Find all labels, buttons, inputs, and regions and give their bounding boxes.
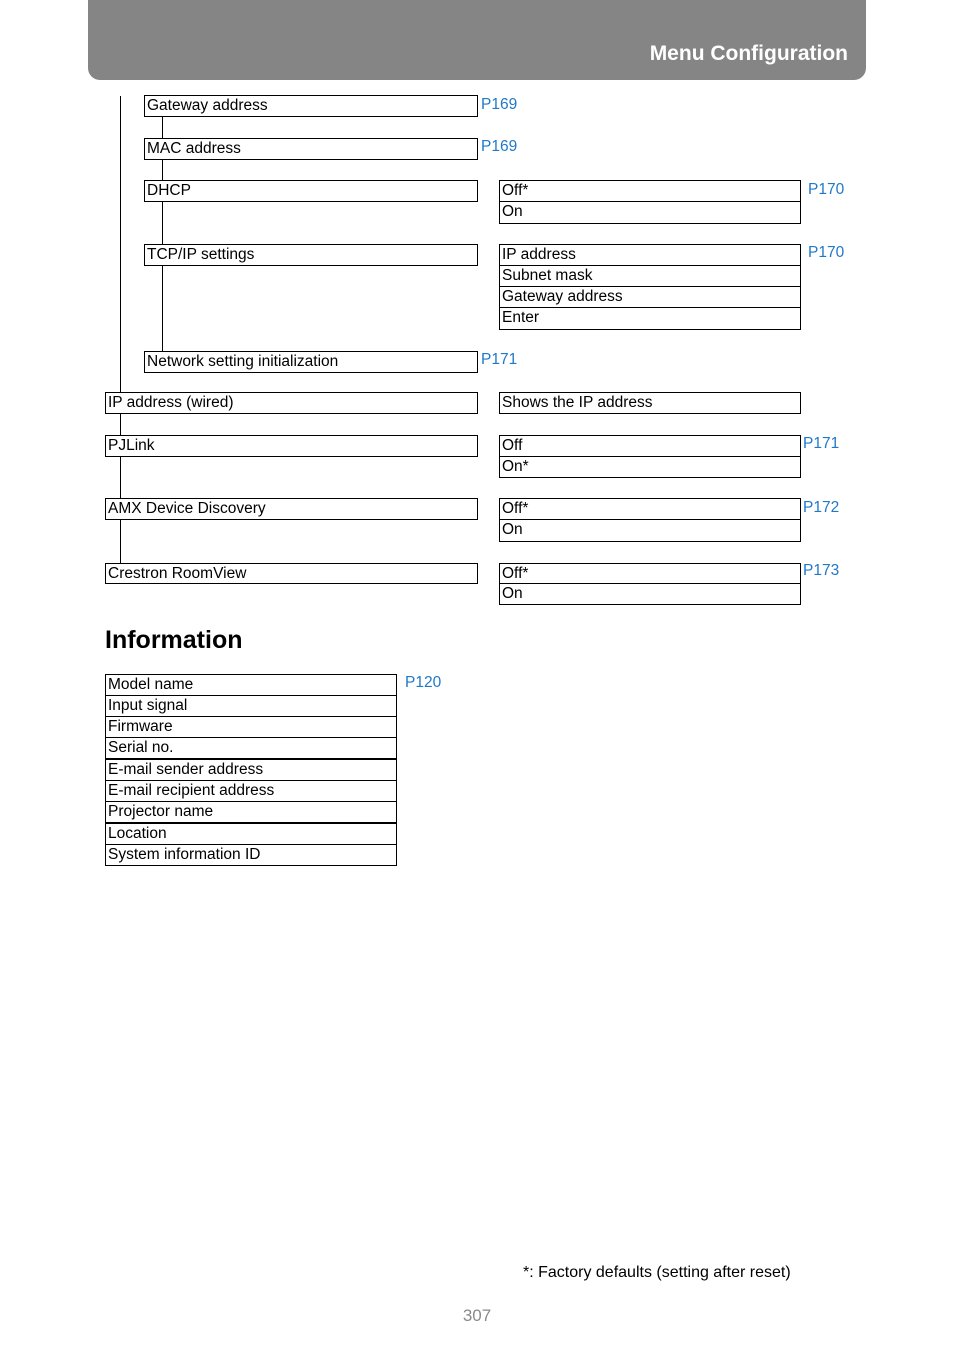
- menu-item-gateway-address: Gateway address: [144, 95, 478, 117]
- option-gateway-address: Gateway address: [499, 286, 801, 308]
- page-ref-link[interactable]: P172: [803, 499, 840, 516]
- page-ref-link[interactable]: P170: [808, 181, 845, 198]
- info-item-input-signal: Input signal: [105, 695, 397, 717]
- option-pjlink-off: Off: [499, 435, 801, 457]
- option-shows-ip-address: Shows the IP address: [499, 392, 801, 414]
- option-amx-on: On: [499, 519, 801, 542]
- option-ip-address: IP address: [499, 244, 801, 266]
- info-item-location: Location: [105, 823, 397, 845]
- info-item-firmware: Firmware: [105, 716, 397, 738]
- page-header: [88, 0, 866, 80]
- option-crestron-on: On: [499, 583, 801, 605]
- menu-item-pjlink: PJLink: [105, 435, 478, 457]
- option-crestron-off: Off*: [499, 563, 801, 584]
- page-ref-link[interactable]: P169: [481, 96, 518, 113]
- info-item-email-recipient-address: E-mail recipient address: [105, 780, 397, 802]
- footnote: *: Factory defaults (setting after reset): [523, 1264, 791, 1281]
- option-enter: Enter: [499, 307, 801, 330]
- header-title: Menu Configuration: [649, 42, 848, 65]
- page-ref-link[interactable]: P171: [803, 435, 840, 452]
- page-ref-link[interactable]: P171: [481, 351, 518, 368]
- page-ref-link[interactable]: P169: [481, 138, 518, 155]
- page-ref-link[interactable]: P170: [808, 244, 845, 261]
- menu-item-ip-address-wired: IP address (wired): [105, 392, 478, 414]
- info-item-model-name: Model name: [105, 674, 397, 696]
- page-number: 307: [462, 1306, 492, 1325]
- option-amx-off: Off*: [499, 498, 801, 520]
- option-dhcp-off: Off*: [499, 180, 801, 202]
- option-pjlink-on: On*: [499, 456, 801, 478]
- option-subnet-mask: Subnet mask: [499, 265, 801, 287]
- info-item-projector-name: Projector name: [105, 801, 397, 823]
- menu-item-tcpip-settings: TCP/IP settings: [144, 244, 478, 266]
- menu-item-mac-address: MAC address: [144, 138, 478, 160]
- info-item-system-information-id: System information ID: [105, 844, 397, 866]
- page-ref-link[interactable]: P120: [405, 674, 442, 691]
- menu-item-amx-device-discovery: AMX Device Discovery: [105, 498, 478, 520]
- menu-item-dhcp: DHCP: [144, 180, 478, 202]
- option-dhcp-on: On: [499, 201, 801, 224]
- section-title-information: Information: [105, 626, 243, 654]
- info-item-serial-no: Serial no.: [105, 737, 397, 759]
- menu-item-crestron-roomview: Crestron RoomView: [105, 563, 478, 584]
- menu-item-network-setting-initialization: Network setting initialization: [144, 351, 478, 373]
- page-ref-link[interactable]: P173: [803, 562, 840, 579]
- tree-connector-main: [120, 96, 121, 563]
- info-item-email-sender-address: E-mail sender address: [105, 759, 397, 781]
